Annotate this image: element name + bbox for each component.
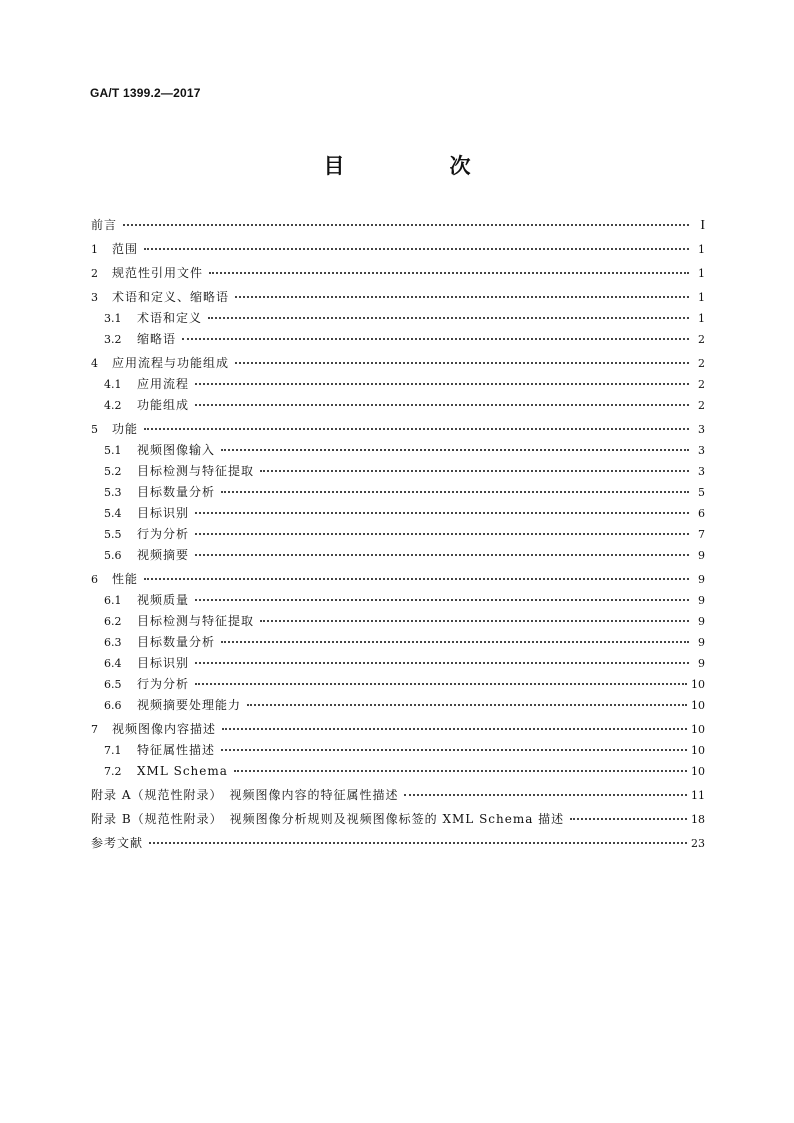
toc-entry-number: 5.1 bbox=[104, 444, 122, 457]
toc-entry-4-2[interactable] bbox=[91, 395, 705, 416]
toc-entry-number: 5 bbox=[91, 423, 98, 436]
toc-entry-page: 1 bbox=[698, 267, 705, 280]
toc-entry-6-5[interactable] bbox=[91, 674, 705, 695]
toc-entry-page: 3 bbox=[698, 423, 705, 436]
toc-entry-number: 7 bbox=[91, 723, 98, 736]
toc-entry-5-2[interactable] bbox=[91, 461, 705, 482]
toc-entry-page: I bbox=[700, 218, 705, 233]
dot-leader bbox=[221, 490, 689, 493]
toc-entry-title: 视频摘要 bbox=[137, 548, 190, 562]
toc-entry-page: 1 bbox=[698, 291, 705, 304]
toc-entry-number: 4.2 bbox=[104, 399, 122, 412]
toc-entry-number: 5.6 bbox=[104, 549, 122, 562]
toc-entry-title: 特征属性描述 bbox=[137, 743, 216, 757]
table-of-contents bbox=[91, 215, 705, 854]
toc-entry-title: 术语和定义 bbox=[137, 311, 203, 325]
toc-entry-title: 范围 bbox=[112, 242, 139, 256]
toc-entry-4[interactable] bbox=[91, 353, 705, 374]
toc-entry-title: 视频摘要处理能力 bbox=[137, 698, 242, 712]
toc-entry-3[interactable] bbox=[91, 287, 705, 308]
toc-entry-appendix-b[interactable] bbox=[91, 809, 705, 830]
toc-entry-5-1[interactable] bbox=[91, 440, 705, 461]
toc-entry-page: 9 bbox=[698, 573, 705, 586]
toc-entry-number: 6.1 bbox=[104, 594, 122, 607]
dot-leader bbox=[195, 382, 689, 385]
toc-entry-title: 参考文献 bbox=[91, 836, 144, 850]
dot-leader bbox=[195, 403, 689, 406]
toc-entry-title: 功能 bbox=[112, 422, 139, 436]
toc-entry-references[interactable] bbox=[91, 833, 705, 854]
toc-entry-page: 10 bbox=[691, 678, 705, 691]
toc-entry-number: 5.2 bbox=[104, 465, 122, 478]
toc-entry-title: 视频图像内容描述 bbox=[112, 722, 217, 736]
toc-entry-number: 3 bbox=[91, 291, 98, 304]
toc-entry-page: 2 bbox=[698, 378, 705, 391]
toc-entry-title: 功能组成 bbox=[137, 398, 190, 412]
dot-leader bbox=[144, 427, 689, 430]
toc-entry-title: 视频图像输入 bbox=[137, 443, 216, 457]
dot-leader bbox=[570, 817, 687, 820]
toc-entry-number: 6.5 bbox=[104, 678, 122, 691]
toc-entry-5[interactable] bbox=[91, 419, 705, 440]
toc-entry-page: 6 bbox=[698, 507, 705, 520]
toc-entry-2[interactable] bbox=[91, 263, 705, 284]
toc-entry-1[interactable] bbox=[91, 239, 705, 260]
toc-entry-title: 缩略语 bbox=[137, 332, 177, 346]
toc-entry-number: 6 bbox=[91, 573, 98, 586]
toc-entry-number: 6.4 bbox=[104, 657, 122, 670]
toc-entry-page: 1 bbox=[698, 312, 705, 325]
toc-entry-title: 目标检测与特征提取 bbox=[137, 614, 255, 628]
toc-entry-number: 3.1 bbox=[104, 312, 122, 325]
toc-entry-page: 5 bbox=[698, 486, 705, 499]
dot-leader bbox=[221, 640, 689, 643]
toc-entry-5-4[interactable] bbox=[91, 503, 705, 524]
toc-entry-number: 7.1 bbox=[104, 744, 122, 757]
toc-entry-page: 7 bbox=[698, 528, 705, 541]
toc-entry-title: 目标数量分析 bbox=[137, 635, 216, 649]
dot-leader bbox=[221, 448, 689, 451]
toc-entry-number: 5.4 bbox=[104, 507, 122, 520]
toc-entry-page: 2 bbox=[698, 357, 705, 370]
toc-entry-number: 6.6 bbox=[104, 699, 122, 712]
toc-entry-6-1[interactable] bbox=[91, 590, 705, 611]
toc-entry-page: 10 bbox=[691, 744, 705, 757]
toc-entry-title: 行为分析 bbox=[137, 527, 190, 541]
toc-entry-page: 9 bbox=[698, 549, 705, 562]
dot-leader bbox=[195, 511, 689, 514]
toc-entry-title: 应用流程 bbox=[137, 377, 190, 391]
toc-entry-foreword[interactable] bbox=[91, 215, 705, 236]
toc-entry-page: 9 bbox=[698, 657, 705, 670]
dot-leader bbox=[195, 682, 687, 685]
toc-entry-page: 3 bbox=[698, 465, 705, 478]
dot-leader bbox=[182, 337, 689, 340]
toc-entry-page: 3 bbox=[698, 444, 705, 457]
toc-entry-5-5[interactable] bbox=[91, 524, 705, 545]
dot-leader bbox=[123, 223, 689, 226]
standard-code: GA/T 1399.2—2017 bbox=[90, 86, 201, 100]
dot-leader bbox=[234, 769, 687, 772]
toc-entry-page: 10 bbox=[691, 765, 705, 778]
dot-leader bbox=[404, 793, 687, 796]
toc-entry-5-3[interactable] bbox=[91, 482, 705, 503]
toc-entry-page: 9 bbox=[698, 615, 705, 628]
toc-entry-7[interactable] bbox=[91, 719, 705, 740]
toc-entry-5-6[interactable] bbox=[91, 545, 705, 566]
toc-entry-title: 术语和定义、缩略语 bbox=[112, 290, 230, 304]
toc-entry-page: 1 bbox=[698, 243, 705, 256]
dot-leader bbox=[195, 661, 689, 664]
toc-entry-title: 目标识别 bbox=[137, 506, 190, 520]
toc-entry-page: 18 bbox=[691, 813, 705, 826]
toc-entry-title: 目标识别 bbox=[137, 656, 190, 670]
dot-leader bbox=[208, 316, 689, 319]
toc-entry-page: 11 bbox=[691, 789, 705, 802]
dot-leader bbox=[195, 532, 689, 535]
toc-entry-title: 规范性引用文件 bbox=[112, 266, 204, 280]
toc-entry-title: 附录 B（规范性附录） 视频图像分析规则及视频图像标签的 XML Schema 描述 bbox=[91, 812, 565, 826]
dot-leader bbox=[144, 247, 689, 250]
toc-entry-page: 2 bbox=[698, 399, 705, 412]
dot-leader bbox=[235, 295, 689, 298]
toc-entry-number: 2 bbox=[91, 267, 98, 280]
toc-entry-page: 9 bbox=[698, 594, 705, 607]
dot-leader bbox=[195, 553, 689, 556]
dot-leader bbox=[195, 598, 689, 601]
toc-entry-4-1[interactable] bbox=[91, 374, 705, 395]
toc-entry-number: 7.2 bbox=[104, 765, 122, 778]
dot-leader bbox=[144, 577, 689, 580]
toc-entry-title: 性能 bbox=[112, 572, 139, 586]
toc-entry-number: 5.5 bbox=[104, 528, 122, 541]
toc-entry-page: 10 bbox=[691, 723, 705, 736]
dot-leader bbox=[260, 469, 689, 472]
dot-leader bbox=[247, 703, 687, 706]
dot-leader bbox=[235, 361, 689, 364]
toc-entry-title: XML Schema bbox=[137, 764, 228, 778]
toc-entry-page: 9 bbox=[698, 636, 705, 649]
toc-entry-6-6[interactable] bbox=[91, 695, 705, 716]
toc-entry-page: 23 bbox=[691, 837, 705, 850]
dot-leader bbox=[221, 748, 687, 751]
toc-entry-7-2[interactable] bbox=[91, 761, 705, 782]
toc-entry-6-3[interactable] bbox=[91, 632, 705, 653]
toc-entry-number: 6.3 bbox=[104, 636, 122, 649]
toc-entry-title: 目标数量分析 bbox=[137, 485, 216, 499]
toc-entry-number: 4.1 bbox=[104, 378, 122, 391]
toc-entry-title: 目标检测与特征提取 bbox=[137, 464, 255, 478]
dot-leader bbox=[260, 619, 689, 622]
toc-entry-title: 视频质量 bbox=[137, 593, 190, 607]
toc-entry-title: 行为分析 bbox=[137, 677, 190, 691]
toc-entry-title: 应用流程与功能组成 bbox=[112, 356, 230, 370]
toc-entry-number: 3.2 bbox=[104, 333, 122, 346]
toc-entry-page: 2 bbox=[698, 333, 705, 346]
toc-title: 目 次 bbox=[323, 154, 513, 178]
toc-entry-6[interactable] bbox=[91, 569, 705, 590]
toc-entry-3-2[interactable] bbox=[91, 329, 705, 350]
dot-leader bbox=[222, 727, 687, 730]
toc-entry-3-1[interactable] bbox=[91, 308, 705, 329]
toc-entry-6-4[interactable] bbox=[91, 653, 705, 674]
toc-entry-title: 前言 bbox=[91, 218, 118, 232]
toc-entry-number: 5.3 bbox=[104, 486, 122, 499]
toc-entry-7-1[interactable] bbox=[91, 740, 705, 761]
toc-entry-page: 10 bbox=[691, 699, 705, 712]
toc-entry-appendix-a[interactable] bbox=[91, 785, 705, 806]
toc-entry-number: 1 bbox=[91, 243, 98, 256]
toc-entry-number: 4 bbox=[91, 357, 98, 370]
toc-entry-title: 附录 A（规范性附录） 视频图像内容的特征属性描述 bbox=[91, 788, 399, 802]
dot-leader bbox=[209, 271, 689, 274]
toc-entry-6-2[interactable] bbox=[91, 611, 705, 632]
dot-leader bbox=[149, 841, 687, 844]
toc-entry-number: 6.2 bbox=[104, 615, 122, 628]
